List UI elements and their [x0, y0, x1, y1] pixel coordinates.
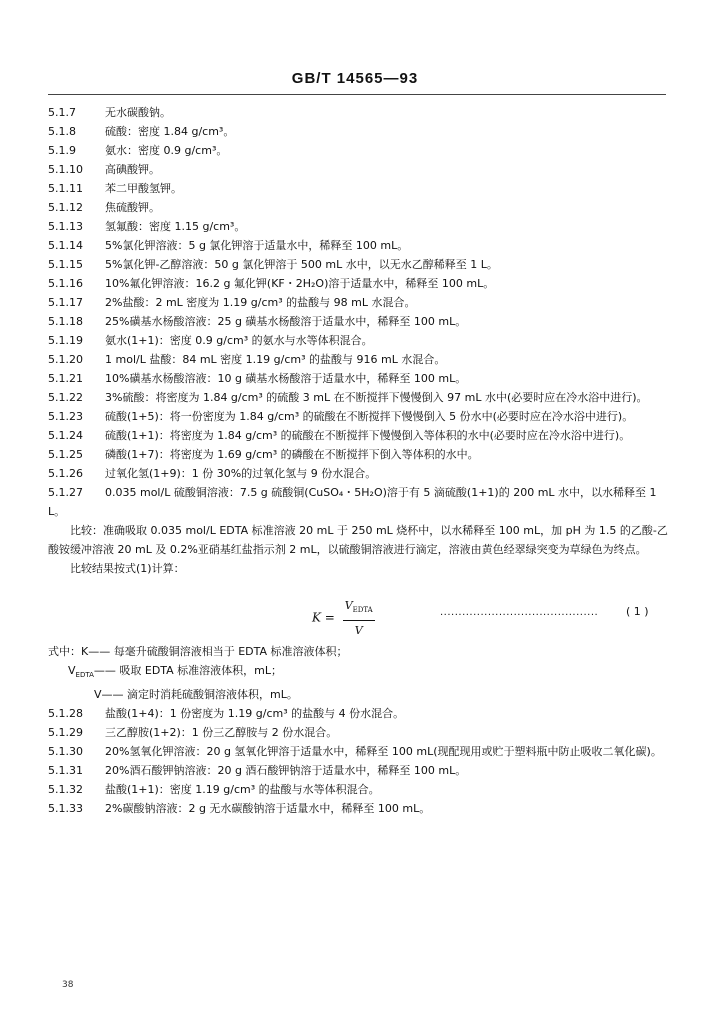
item-number: 5.1.21 — [48, 372, 83, 385]
item-text: 硫酸：密度 1.84 g/cm³。 — [105, 125, 235, 138]
reagent-item — [48, 445, 668, 464]
reagent-item — [48, 369, 668, 388]
item-text: 氢氟酸：密度 1.15 g/cm³。 — [105, 220, 246, 233]
reagent-item — [48, 331, 668, 350]
reagent-item — [48, 761, 668, 780]
item-number: 5.1.24 — [48, 429, 83, 442]
item-text: 20%酒石酸钾钠溶液：20 g 酒石酸钾钠溶于适量水中，稀释至 100 mL。 — [105, 764, 467, 778]
where-symbol-sub: EDTA — [75, 671, 94, 680]
reagent-item — [48, 350, 668, 369]
item-number: 5.1.14 — [48, 239, 83, 252]
reagent-list-a — [48, 103, 668, 521]
item-number: 5.1.11 — [48, 182, 83, 195]
formula-equals: = — [324, 610, 335, 625]
formula-leader-dots: ........................................... — [440, 607, 599, 618]
item-text: 5%氯化钾-乙醇溶液：50 g 氯化钾溶于 500 mL 水中，以无水乙醇稀释至 1 L。 — [105, 258, 498, 271]
where-symbol: 式中：K — [48, 645, 89, 658]
item-text: 硫酸(1+5)：将一份密度为 1.84 g/cm³ 的硫酸在不断搅拌下慢慢倒入 5 份水中(必要时应在冷水浴中进行)。 — [105, 410, 634, 423]
item-text: 三乙醇胺(1+2)：1 份三乙醇胺与 2 份水混合。 — [105, 726, 338, 740]
numerator-var: V — [344, 599, 353, 612]
item-text: 1 mol/L 盐酸：84 mL 密度 1.19 g/cm³ 的盐酸与 916 mL 水混合。 — [105, 353, 446, 366]
reagent-item — [48, 799, 668, 818]
numerator-sub: EDTA — [352, 606, 373, 615]
formula-1 — [48, 580, 668, 638]
item-number: 5.1.19 — [48, 334, 83, 347]
item-number: 5.1.28 — [48, 707, 83, 721]
item-number: 5.1.10 — [48, 163, 83, 176]
compare-paragraph: 比较：准确吸取 0.035 mol/L EDTA 标准溶液 20 mL 于 250 mL 烧杯中，以水稀释至 100 mL，加 pH 为 1.5 的乙酸-乙酸铵缓冲溶液 20 mL 及 0.2%亚硝基红盐指示剂 2 mL，以硫酸铜溶液进行滴定，溶液由黄色经翠绿突变为草绿色为终点。 — [48, 524, 668, 556]
item-number: 5.1.7 — [48, 106, 76, 119]
item-number: 5.1.22 — [48, 391, 83, 404]
item-text: 25%磺基水杨酸溶液：25 g 磺基水杨酸溶于适量水中，稀释至 100 mL。 — [105, 315, 467, 328]
reagent-item — [48, 407, 668, 426]
reagent-item — [48, 704, 668, 723]
item-number: 5.1.31 — [48, 764, 83, 778]
reagent-item — [48, 312, 668, 331]
item-number: 5.1.15 — [48, 258, 83, 271]
where-line-vedta — [48, 661, 668, 685]
item-text: 0.035 mol/L 硫酸铜溶液：7.5 g 硫酸铜(CuSO₄・5H₂O)溶于有 5 滴硫酸(1+1)的 200 mL 水中，以水稀释至 1 L。 — [48, 486, 657, 518]
reagent-item — [48, 293, 668, 312]
where-text: —— 滴定时消耗硫酸铜溶液体积，mL。 — [101, 688, 298, 702]
item-number: 5.1.20 — [48, 353, 83, 366]
reagent-item — [48, 141, 668, 160]
item-text: 3%硫酸：将密度为 1.84 g/cm³ 的硫酸 3 mL 在不断搅拌下慢慢倒入 97 mL 水中(必要时应在冷水浴中进行)。 — [105, 391, 648, 404]
item-text: 氨水(1+1)：密度 0.9 g/cm³ 的氨水与水等体积混合。 — [105, 334, 373, 347]
item-number: 5.1.26 — [48, 467, 83, 480]
reagent-item — [48, 426, 668, 445]
where-text: —— 吸取 EDTA 标准溶液体积，mL； — [93, 664, 283, 677]
formula-numerator — [343, 596, 375, 621]
item-number: 5.1.30 — [48, 745, 83, 759]
page-number: 38 — [62, 980, 74, 990]
reagent-item — [48, 103, 668, 122]
reagent-item — [48, 274, 668, 293]
item-number: 5.1.29 — [48, 726, 83, 740]
item-text: 20%氢氧化钾溶液：20 g 氢氧化钾溶于适量水中，稀释至 100 mL(现配现用或贮于塑料瓶中防止吸收二氧化碳)。 — [105, 745, 662, 759]
item-text: 过氧化氢(1+9)：1 份 30%的过氧化氢与 9 份水混合。 — [105, 467, 377, 480]
reagent-item — [48, 236, 668, 255]
reagent-item — [48, 160, 668, 179]
page-content — [48, 103, 668, 818]
reagent-item — [48, 723, 668, 742]
formula-denominator: V — [354, 624, 363, 638]
formula-expression — [312, 596, 375, 640]
item-number: 5.1.32 — [48, 783, 83, 797]
item-number: 5.1.9 — [48, 144, 76, 157]
item-text: 2%盐酸：2 mL 密度为 1.19 g/cm³ 的盐酸与 98 mL 水混合。 — [105, 296, 416, 309]
item-text: 焦硫酸钾。 — [105, 201, 160, 214]
item-text: 5%氯化钾溶液：5 g 氯化钾溶于适量水中，稀释至 100 mL。 — [105, 239, 409, 252]
item-number: 5.1.13 — [48, 220, 83, 233]
item-text: 2%碳酸钠溶液：2 g 无水碳酸钠溶于适量水中，稀释至 100 mL。 — [105, 802, 431, 816]
item-text: 无水碳酸钠。 — [105, 106, 171, 119]
page-header: GB/T 14565—93 — [291, 70, 419, 87]
item-text: 盐酸(1+4)：1 份密度为 1.19 g/cm³ 的盐酸与 4 份水混合。 — [105, 707, 405, 721]
where-line-v — [48, 685, 668, 704]
reagent-item — [48, 464, 668, 483]
result-paragraph: 比较结果按式(1)计算： — [70, 562, 185, 575]
item-number: 5.1.25 — [48, 448, 83, 461]
item-text: 硫酸(1+1)：将密度为 1.84 g/cm³ 的硫酸在不断搅拌下慢慢倒入等体积的水中(必要时应在冷水浴中进行)。 — [105, 429, 631, 442]
where-symbol: V — [94, 688, 102, 702]
reagent-item — [48, 255, 668, 274]
item-text: 10%磺基水杨酸溶液：10 g 磺基水杨酸溶于适量水中，稀释至 100 mL。 — [105, 372, 467, 385]
item-number: 5.1.33 — [48, 802, 83, 816]
reagent-item — [48, 198, 668, 217]
formula-lhs: K — [312, 610, 321, 625]
reagent-item — [48, 483, 668, 521]
reagent-list-b — [48, 704, 668, 818]
reagent-item — [48, 388, 668, 407]
item-number: 5.1.12 — [48, 201, 83, 214]
item-number: 5.1.18 — [48, 315, 83, 328]
reagent-item — [48, 122, 668, 141]
reagent-item — [48, 217, 668, 236]
reagent-item — [48, 742, 668, 761]
item-number: 5.1.8 — [48, 125, 76, 138]
item-text: 10%氟化钾溶液：16.2 g 氟化钾(KF・2H₂O)溶于适量水中，稀释至 100 mL。 — [105, 277, 495, 290]
item-text: 高碘酸钾。 — [105, 163, 160, 176]
formula-number: ( 1 ) — [626, 605, 649, 618]
item-number: 5.1.16 — [48, 277, 83, 290]
reagent-item — [48, 780, 668, 799]
where-text: —— 每毫升硫酸铜溶液相当于 EDTA 标准溶液体积； — [88, 645, 348, 658]
formula-fraction — [343, 596, 375, 640]
item-number: 5.1.23 — [48, 410, 83, 423]
item-text: 苯二甲酸氢钾。 — [105, 182, 182, 195]
item-text: 氨水：密度 0.9 g/cm³。 — [105, 144, 228, 157]
where-symbol: V — [68, 664, 76, 677]
item-text: 磷酸(1+7)：将密度为 1.69 g/cm³ 的磷酸在不断搅拌下倒入等体积的水中。 — [105, 448, 479, 461]
item-number: 5.1.27 — [48, 486, 83, 499]
header-rule — [48, 94, 666, 95]
item-number: 5.1.17 — [48, 296, 83, 309]
where-line-k — [48, 642, 668, 661]
item-text: 盐酸(1+1)：密度 1.19 g/cm³ 的盐酸与水等体积混合。 — [105, 783, 380, 797]
reagent-item — [48, 179, 668, 198]
